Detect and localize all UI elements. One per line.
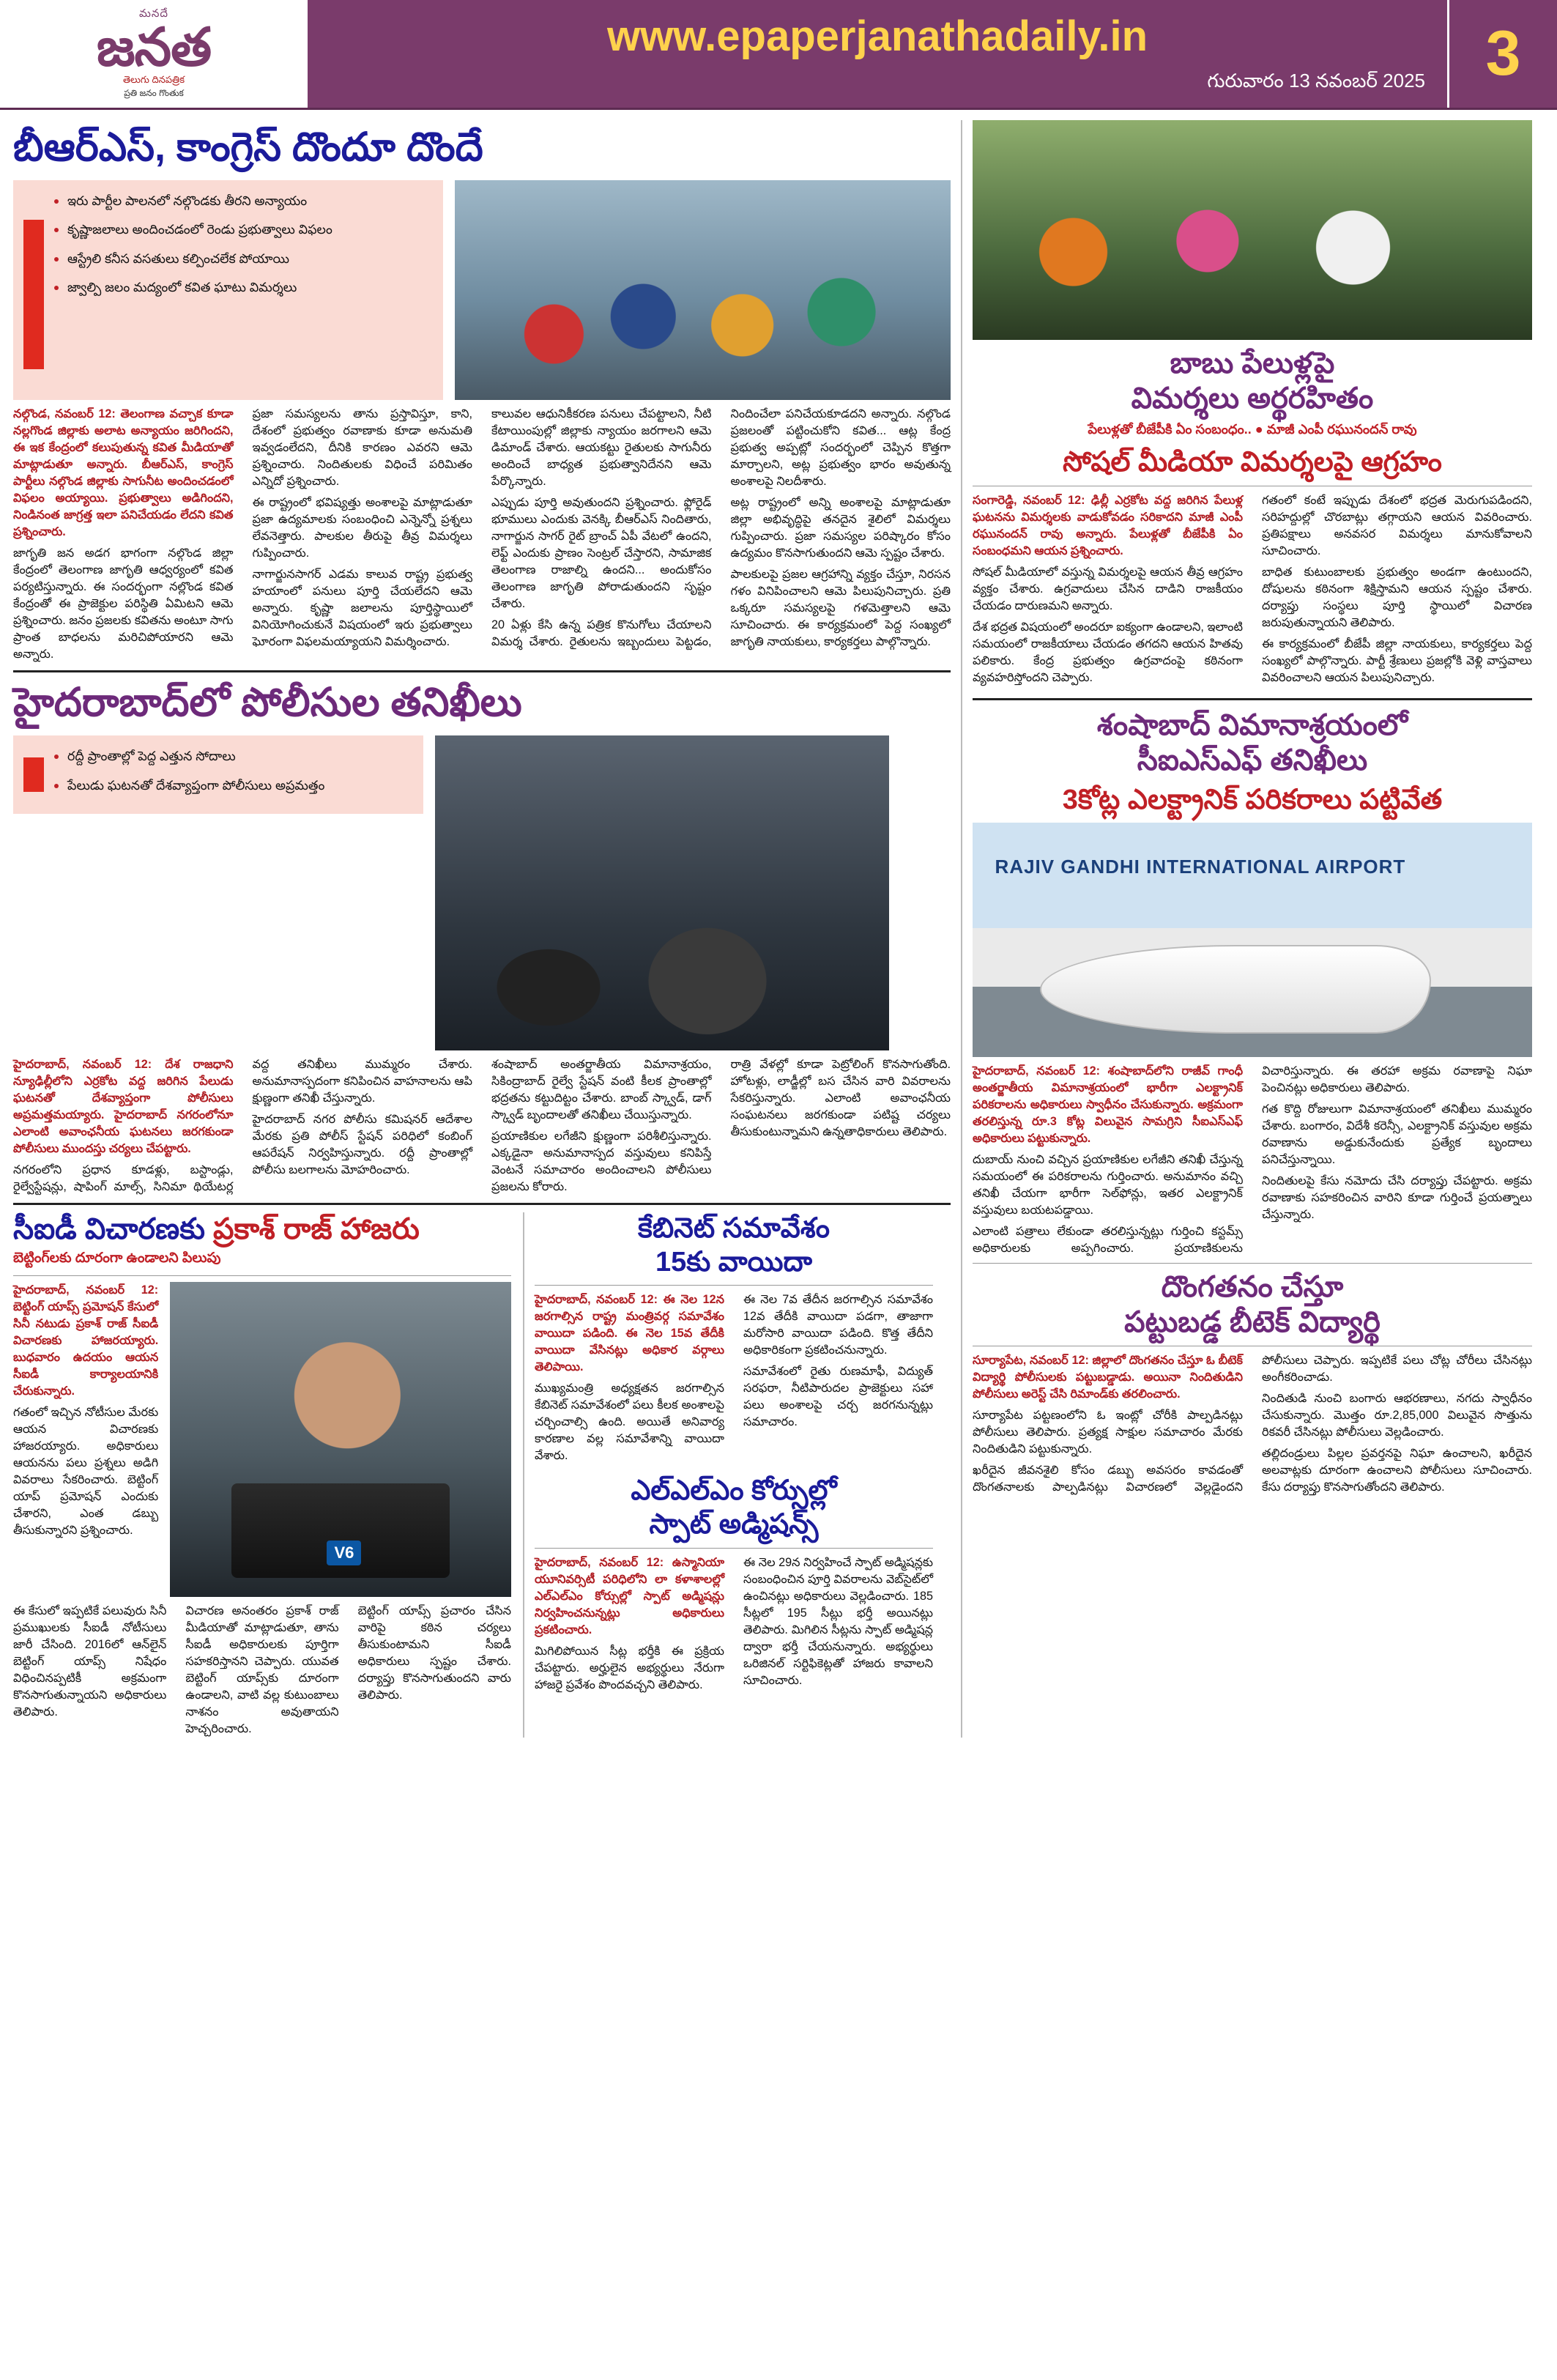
paragraph	[973, 492, 1243, 560]
paragraph: సూర్యాపేట పట్టణంలోని ఓ ఇంట్లో చోరీకి పాల్పడినట్లు పోలీసులు తెలిపారు. ప్రత్యక్ష సాక్షుల సమాచారం మేరకు నిందితుడిని పట్టుకున్నారు.	[973, 1409, 1243, 1456]
page-number-text: 3	[1485, 18, 1521, 89]
dateline: హైదరాబాద్, నవంబర్ 12: బెట్టింగ్ యాప్స్ ప్రమోషన్ కేసులో సినీ నటుడు ప్రకాశ్ రాజ్ సీఐడీ విచారణకు హాజరయ్యారు. బుధవారం ఉదయం ఆయన సీఐడీ కార్యాలయానికి చేరుకున్నారు.	[13, 1283, 159, 1398]
logo-tagline: తెలుగు దినపత్రిక	[122, 74, 185, 86]
paragraph: తల్లిదండ్రులు పిల్లల ప్రవర్తనపై నిఘా ఉంచాలని, ఖరీదైన అలవాట్లకు దూరంగా ఉంచాలని పోలీసులు సూచించారు. కేసు దర్యాప్తు కొనసాగుతోందని తెలిపారు.	[1262, 1447, 1532, 1494]
paragraph	[973, 1063, 1243, 1147]
airport-headline-2: సీఐఎస్ఎఫ్ తనిఖీలు	[1137, 744, 1368, 776]
rally-story	[973, 120, 1532, 691]
paragraph: ఈ నెల 7వ తేదీన జరగాల్సిన సమావేశం 12వ తేదీకి వాయిదా పడగా, తాజాగా మరోసారి వాయిదా పడింది. కొత్త తేదీని అధికారికంగా ప్రకటించనున్నారు.	[743, 1293, 933, 1357]
masthead-center	[308, 0, 1447, 108]
prakash-text-left	[13, 1282, 158, 1597]
airport-headline-1: శంషాబాద్ విమానాశ్రయంలో	[1096, 708, 1408, 741]
theft-headline-1: దొంగతనం చేస్తూ	[1161, 1271, 1344, 1304]
paragraph: జాగృతి జన అడగ భాగంగా నల్గొండ జిల్లా కేంద్రంలో తెలంగాణ జాగృతి ఆధ్వర్యంలో కవిత పర్యటిస్తున్నారు. ఈ సందర్భంగా నల్లొండ కవిత కేంద్రంతో ఈ ప్రాజెక్టుల పరిస్థితి ఏమిటని ఆమె ప్రశ్నించారు. జనం ప్రజలకు కవితను అంటూ సాగు ప్రాంత బాధలను మరిచిపోయారని ఆమె అన్నారు.	[13, 546, 234, 661]
right-column	[961, 120, 1532, 1738]
cabinet-headline-1: కేబినెట్ సమావేశం	[638, 1213, 830, 1245]
paragraph: బెట్టింగ్ యాప్స్ ప్రచారం చేసిన వారిపై కఠిన చర్యలు తీసుకుంటామని సీఐడీ అధికారులు స్పష్టం చేశారు. దర్యాప్తు కొనసాగుతుందని వారు తెలిపారు.	[357, 1604, 511, 1702]
llm-headline-1: ఎల్ఎల్ఎం కోర్సుల్లో	[631, 1475, 837, 1507]
theft-headline-2: పట్టుబడ్డ బీటెక్ విద్యార్థి	[1124, 1306, 1381, 1339]
red-accent-bar	[23, 757, 44, 792]
paragraph: గత కొద్ది రోజులుగా విమానాశ్రయంలో తనిఖీలు ముమ్మరం చేశారు. బంగారం, విదేశీ కరెన్సీ, ఎలక్ట్రానిక్ వస్తువుల అక్రమ రవాణాను అడ్డుకునేందుకు ప్రత్యేక బృందాలు పనిచేస్తున్నాయి.	[1262, 1102, 1532, 1167]
prakash-headline	[13, 1212, 511, 1246]
section-divider	[973, 1263, 1532, 1264]
paragraph	[13, 1282, 158, 1400]
prakash-headline-part1: సీఐడీ విచారణకు	[13, 1213, 205, 1246]
lead-story	[13, 125, 951, 663]
section-divider	[13, 1203, 951, 1205]
paragraph: నగరంలోని ప్రధాన కూడళ్లు, బస్టాండ్లు, రైల్వేస్టేషన్లు, షాపింగ్ మాల్స్, సినిమా థియేటర్ల వద్ద తనిఖీలు ముమ్మరం చేశారు. అనుమానాస్పదంగా కనిపించిన వాహనాలను ఆపి క్షుణ్ణంగా తనిఖీ చేస్తున్నారు.	[13, 1058, 472, 1194]
airport-story	[973, 708, 1532, 1258]
paragraph	[535, 1291, 724, 1376]
paragraph: ఈ కేసులో ఇప్పటికే పలువురు సినీ ప్రముఖులకు సీఐడీ నోటీసులు జారీ చేసింది. 2016లో ఆన్‌లైన్ బెట్టింగ్ యాప్స్ నిషేధం విధించినప్పటికీ అక్రమంగా కొనసాగుతున్నాయని అధికారులు తెలిపారు.	[13, 1604, 167, 1719]
masthead-logo	[0, 0, 308, 108]
prakash-story-body	[13, 1603, 511, 1738]
section-divider	[973, 698, 1532, 700]
police-bullet-box	[13, 735, 423, 814]
llm-headline-2: స్పాట్ అడ్మిషన్స్	[649, 1508, 819, 1540]
paragraph: కాలువల ఆధునికీకరణ పనులు చేపట్టాలని, నీటి కేటాయింపుల్లో జిల్లాకు న్యాయం జరగాలని ఆమె డిమాండ్ చేశారు. ఆయకట్టు రైతులకు సాగునీరు అందించే బాధ్యత ప్రభుత్వానిదేనని ఆమె పేర్కొన్నారు.	[491, 407, 712, 489]
paragraph: ఈ రాష్ట్రంలో భవిష్యత్తు అంశాలపై మాట్లాడుతూ ప్రజా ఉద్యమాలకు సంబంధించి ఎన్నెన్నో ప్రశ్నలు లేవనెత్తారు. పాలకుల తీరుపై తీవ్ర విమర్శలు గుప్పించారు.	[252, 496, 472, 560]
paragraph: ఈ కార్యక్రమంలో బీజేపీ జిల్లా నాయకులు, కార్యకర్తలు పెద్ద సంఖ్యలో పాల్గొన్నారు. పార్టీ శ్రేణులు ప్రజల్లోకి వెళ్లి వాస్తవాలు వివరించాలని ఆయన పిలుపునిచ్చారు.	[1262, 637, 1532, 684]
paragraph: ముఖ్యమంత్రి అధ్యక్షతన జరగాల్సిన కేబినెట్ సమావేశంలో పలు కీలక అంశాలపై చర్చించాల్సి ఉంది. అయితే అనివార్య కారణాల వల్ల సమావేశాన్ని వాయిదా వేశారు.	[535, 1382, 724, 1463]
bullet-item: • కృష్ణాజలాలు అందించడంలో రెండు ప్రభుత్వాలు విఫలం	[67, 219, 431, 239]
page-content	[0, 110, 1557, 1752]
left-column	[13, 120, 951, 1738]
rally-redline: సోషల్ మీడియా విమర్శలపై ఆగ్రహం	[1063, 447, 1442, 478]
cabinet-story-body	[535, 1291, 933, 1464]
rally-kicker: పేలుళ్లతో బీజేపీకి ఏం సంబంధం.. ● మాజీ ఎంపీ రఘునందన్ రావు	[1088, 422, 1417, 437]
paragraph: 20 ఏళ్లు కేసి ఉన్న పత్రిక కొనుగోలు చేయాలని విమర్శ చేశారు. రైతులను ఇబ్బందులు పెట్టడం, నిందించేలా పనిచేయకూడదని అన్నారు. నల్గొండ ప్రజలంతో పట్టించుకోని కవిత... ఆట్ల కేంద్ర ప్రభుత్వ అప్పట్లో సందర్భంలో చెప్పిన కొత్తగా మార్చాలని, అట్ల ప్రభుత్వం భారం అవుతున్న అంశాలపై నిలదీశారు.	[491, 407, 951, 649]
airplane-shape	[1040, 945, 1432, 1034]
logo-tagline-2: ప్రతి జనం గొంతుక	[124, 88, 184, 99]
cabinet-headline-2: 15కు వాయిదా	[655, 1246, 813, 1278]
lead-bullet-list	[51, 190, 431, 390]
lead-story-body	[13, 406, 951, 663]
v6-channel-logo: V6	[327, 1541, 361, 1565]
theft-story-body	[973, 1352, 1532, 1498]
paragraph	[535, 1554, 724, 1639]
rally-headline-2: విమర్శలు అర్థరహితం	[1131, 382, 1374, 415]
dateline: సూర్యాపేట, నవంబర్ 12: జిల్లాలో దొంగతనం చేస్తూ ఓ బీటెక్ విద్యార్థి పోలీసులకు పట్టుబడ్డాడు. అయినా నిందితుడిని పోలీసులు అరెస్ట్ చేసి రిమాండ్‌కు తరలించారు.	[973, 1354, 1243, 1401]
paragraph: దుబాయ్ నుంచి వచ్చిన ప్రయాణికుల లగేజీని తనిఖీ చేస్తున్న సమయంలో ఈ పరికరాలను గుర్తించారు. అనుమానం వచ్చి తనిఖీ చేయగా భారీగా సెల్‌ఫోన్లు, ఇతర ఎలక్ట్రానిక్ వస్తువులు బయటపడ్డాయి.	[973, 1153, 1243, 1217]
rally-photo	[973, 120, 1532, 340]
lead-bullet-box	[13, 180, 443, 400]
paragraph: హైదరాబాద్ నగర పోలీసు కమిషనర్ ఆదేశాల మేరకు ప్రతి పోలీస్ స్టేషన్ పరిధిలో కంబింగ్ ఆపరేషన్ నిర్వహిస్తున్నారు. రద్దీ ప్రాంతాల్లో పోలీసు బలగాలను మోహరించారు.	[252, 1113, 472, 1177]
red-accent-bar	[23, 220, 44, 369]
prakash-row	[13, 1282, 511, 1597]
airport-story-body	[973, 1063, 1532, 1257]
paragraph: ప్రజా సమస్యలను తాను ప్రస్తావిస్తూ, కాని, దేశంలో ప్రభుత్వం రవాణాకు కూడా అనుమతి ఇవ్వడంలేదని, దీనికి కారణం ఎవరని ఆమె ప్రశ్నించారు. నిందితులకు విధించే పరిమితం ఎన్నిదో ప్రశ్నించారు.	[252, 407, 472, 489]
bullet-item: • ఆస్ట్రేలి కనీస వసతులు కల్పించలేక పోయాయి	[67, 248, 431, 268]
paragraph: నిందితులపై కేసు నమోదు చేసి దర్యాప్తు చేపట్టారు. అక్రమ రవాణాకు సహకరించిన వారిని కూడా గుర్తించే ప్రయత్నాలు చేస్తున్నారు.	[1262, 1174, 1532, 1222]
paragraph: అట్ల రాష్ట్రంలో అన్ని అంశాలపై మాట్లాడుతూ జిల్లా అభివృద్ధిపై తనదైన శైలిలో విమర్శలు గుప్పించారు. ప్రజా సమస్యల పరిష్కారం కోసం ఉద్యమం కొనసాగుతుందని ఆమె స్పష్టం చేశారు.	[730, 496, 951, 560]
paragraph: నిందితుడి నుంచి బంగారు ఆభరణాలు, నగదు స్వాధీనం చేసుకున్నారు. మొత్తం రూ.2,85,000 విలువైన సొత్తును రికవరీ చేసినట్లు పోలీసులు వెల్లడించారు.	[1262, 1392, 1532, 1439]
paragraph: పాలకులపై ప్రజల ఆగ్రహాన్ని వ్యక్తం చేస్తూ, నిరసన గళం వినిపించాలని ఆమె పిలుపునిచ్చారు. ప్రతి ఒక్కరూ సమస్యలపై గళమెత్తాలని ఆమె సూచించారు. ఈ కార్యక్రమంలో పెద్ద సంఖ్యలో జాగృతి నాయకులు, కార్యకర్తలు పాల్గొన్నారు.	[730, 568, 951, 649]
paragraph	[13, 406, 234, 541]
police-headline: హైదరాబాద్‌లో పోలీసుల తనిఖీలు	[13, 681, 522, 725]
lead-headline: బీఆర్ఎస్, కాంగ్రెస్ దొందూ దొందే	[13, 125, 483, 169]
dateline: సంగారెడ్డి, నవంబర్ 12: ఢిల్లీ ఎర్రకోట వద్ద జరిగిన పేలుళ్ల ఘటనను విమర్శలకు వాడుకోవడం సరికాదని మాజీ ఎంపీ రఘునందన్ రావు అన్నారు. పేలుళ్లతో బీజేపీకి ఏం సంబంధమని ఆయన ప్రశ్నించారు.	[973, 493, 1243, 557]
rally-headline-1: బాబు పేలుళ్లపై	[1170, 347, 1335, 379]
paragraph: గతంలో కంటే ఇప్పుడు దేశంలో భద్రత మెరుగుపడిందని, సరిహద్దుల్లో చొరబాట్లు తగ్గాయని ఆయన వివరించారు. ప్రతిపక్షాలు అనవసర విమర్శలు మానుకోవాలని సూచించారు.	[1262, 493, 1532, 557]
police-checks-story	[13, 680, 951, 1195]
paragraph: ప్రయాణికుల లగేజీని క్షుణ్ణంగా పరిశీలిస్తున్నారు. ఎక్కడైనా అనుమానాస్పద వస్తువులు కనిపిస్తే వెంటనే సమాచారం అందించాలని పోలీసులు ప్రజలను కోరారు.	[491, 1130, 712, 1194]
logo-main-text: జనత	[96, 18, 212, 77]
llm-story-body	[535, 1554, 933, 1696]
paragraph: దేశ భద్రత విషయంలో అందరూ ఐక్యంగా ఉండాలని, ఇలాంటి సమయంలో రాజకీయాలు చేయడం తగదని ఆయన హితవు పలికారు. కేంద్ర ప్రభుత్వం ఉగ్రవాదంపై కఠినంగా వ్యవహరిస్తోందని చెప్పారు.	[973, 620, 1243, 684]
paragraph: రాత్రి వేళల్లో కూడా పెట్రోలింగ్ కొనసాగుతోంది. హోటళ్లు, లాడ్జీల్లో బస చేసిన వారి వివరాలను సేకరిస్తున్నారు. ఎలాంటి అవాంఛనీయ సంఘటనలు జరగకుండా పటిష్ట చర్యలు తీసుకుంటున్నామని ఉన్నతాధికారులు తెలిపారు.	[730, 1058, 951, 1139]
airport-sign-text: RAJIV GANDHI INTERNATIONAL AIRPORT	[995, 855, 1406, 878]
rally-story-body	[973, 492, 1532, 691]
dateline: హైదరాబాద్, నవంబర్ 12: ఈ నెల 12న జరగాల్సిన రాష్ట్ర మంత్రివర్గ సమావేశం వాయిదా పడింది. ఈ నెల 15వ తేదీకి వాయిదా వేసినట్లు అధికార వర్గాలు తెలిపాయి.	[535, 1293, 724, 1374]
paragraph: మిగిలిపోయిన సీట్ల భర్తీకి ఈ ప్రక్రియ చేపట్టారు. అర్హులైన అభ్యర్థులు నేరుగా హాజరై ప్రవేశం పొందవచ్చని తెలిపారు.	[535, 1644, 724, 1691]
bullet-item: • జ్వాల్పి జలం మద్యంలో కవిత ఘాటు విమర్శలు	[67, 277, 431, 297]
section-divider	[13, 670, 951, 672]
paragraph: ఎలాంటి పత్రాలు లేకుండా తరలిస్తున్నట్లు గుర్తించి కస్టమ్స్ అధికారులకు అప్పగించారు. ప్రయాణికులను విచారిస్తున్నారు. ఈ తరహా అక్రమ రవాణాపై నిఘా పెంచినట్లు అధికారులు తెలిపారు.	[973, 1064, 1532, 1256]
bullet-item: • రద్దీ ప్రాంతాల్లో పెద్ద ఎత్తున సోదాలు	[67, 746, 412, 765]
page-number	[1447, 0, 1557, 108]
paragraph: ఈ నెల 29న నిర్వహించే స్పాట్ అడ్మిషన్లకు సంబంధించిన పూర్తి వివరాలను వెబ్‌సైట్‌లో ఉంచినట్లు అధికారులు వెల్లడించారు. 185 సీట్లలో 195 సీట్లు భర్తీ అయినట్లు తెలిపారు. మిగిలిన సీట్లను స్పాట్ అడ్మిషన్ల ద్వారా భర్తీ చేయనున్నారు. అభ్యర్థులు ఒరిజినల్ సర్టిఫికెట్లతో హాజరు కావాలని సూచించారు.	[743, 1555, 933, 1687]
police-photo	[435, 735, 889, 1050]
cabinet-story	[523, 1212, 933, 1738]
police-story-body	[13, 1056, 951, 1195]
paragraph: ఖరీదైన జీవనశైలి కోసం డబ్బు అవసరం కావడంతో దొంగతనాలకు పాల్పడినట్లు విచారణలో వెల్లడైందని పోలీసులు చెప్పారు. ఇప్పటికే పలు చోట్ల చోరీలు చేసినట్లు అంగీకరించాడు.	[973, 1354, 1532, 1494]
police-bullet-list	[51, 746, 412, 804]
bullet-item: • పేలుడు ఘటనతో దేశవ్యాప్తంగా పోలీసులు అప్రమత్తం	[67, 775, 412, 795]
paragraph: గతంలో ఇచ్చిన నోటీసుల మేరకు ఆయన విచారణకు హాజరయ్యారు. అధికారులు ఆయనను పలు ప్రశ్నలు అడిగి వివరాలు సేకరించారు. బెట్టింగ్ యాప్ ప్రమోషన్ ఎందుకు చేశారని, ఎంత డబ్బు తీసుకున్నారని ప్రశ్నించారు.	[13, 1406, 159, 1538]
bullet-item: • ఇరు పార్టీల పాలనలో నల్గొండకు తీరని అన్యాయం	[67, 190, 431, 210]
dateline: నల్గొండ, నవంబర్ 12: తెలంగాణ వచ్చాక కూడా నల్లగొండ జిల్లాకు అలాట అన్యాయం జరిగిందని, ఈ ఇక కేంద్రంలో కలుపుతున్న కవిత మీడియాతో మాట్లాడుతూ అన్నారు. బీఆర్ఎస్, కాంగ్రెస్ పార్టీలు నల్గొండ జిల్లాకు సాగునీట అందించడంలో విఫలం అయ్యాయి. ప్రభుత్వాలు అడిగిందని, నిండినంత జాగ్రత్త ఇలా పనిచేయడం లేదని కవిత ప్రశ్నించారు.	[13, 407, 234, 539]
paragraph: ఎప్పుడు పూర్తి అవుతుందని ప్రశ్నించారు. ఫ్లోరైడ్ భూములు ఎందుకు వెనక్కి బీఆర్ఎస్ నిందితారు, నాగార్జున సాగర్ రైట్ బ్రాంచ్ ఏపీ వేటలో ఉందని, లెఫ్ట్ ఎందుకు ప్రాణం సెంట్రల్ చేస్తారని, సామాజిక తెలంగాణ రాజాల్ని ఉందని... అందుకోసం తెలంగాణ జాగృతి పోరాడుతుందని సృష్టం చేశారు.	[491, 496, 712, 611]
airport-redline: 3కోట్ల ఎలక్ట్రానిక్ పరికరాలు పట్టివేత	[1062, 784, 1443, 815]
paragraph: సమావేశంలో రైతు రుణమాఫీ, విద్యుత్ సరఫరా, నీటిపారుదల ప్రాజెక్టులు సహా పలు అంశాలపై చర్చ జరగనున్నట్లు సమాచారం.	[743, 1365, 933, 1429]
bottom-row	[13, 1212, 951, 1738]
lead-story-photo	[455, 180, 951, 400]
dateline: హైదరాబాద్, నవంబర్ 12: దేశ రాజధాని న్యూఢిల్లీలోని ఎర్రకోట వద్ద జరిగిన పేలుడు ఘటనతో దేశవ్యాప్తంగా పోలీసులు అప్రమత్తమయ్యారు. హైదరాబాద్ నగరంలోనూ ఎలాంటి అవాంఛనీయ ఘటనలు జరగకుండా పోలీసులు ముందస్తు చర్యలు చేపట్టారు.	[13, 1058, 234, 1156]
lead-top-row	[13, 180, 951, 400]
paragraph: బాధిత కుటుంబాలకు ప్రభుత్వం అండగా ఉంటుందని, దోషులను కఠినంగా శిక్షిస్తామని ఆయన స్పష్టం చేశారు. దర్యాప్తు సంస్థలు పూర్తి స్థాయిలో విచారణ జరుపుతున్నాయని తెలిపారు.	[1262, 565, 1532, 629]
masthead	[0, 0, 1557, 110]
police-top-row	[13, 735, 951, 1050]
dateline: హైదరాబాద్, నవంబర్ 12: ఉస్మానియా యూనివర్సిటీ పరిధిలోని లా కళాశాలల్లో ఎల్ఎల్ఎం కోర్సుల్లో స్పాట్ అడ్మిషన్లు నిర్వహించనున్నట్లు అధికారులు ప్రకటించారు.	[535, 1555, 724, 1636]
prakash-raj-story	[13, 1212, 511, 1738]
prakash-headline-part2: ప్రకాశ్ రాజ్ హాజరు	[213, 1213, 420, 1246]
theft-story	[973, 1269, 1532, 1498]
paragraph	[13, 1056, 234, 1157]
paragraph: సోషల్ మీడియాలో వస్తున్న విమర్శలపై ఆయన తీవ్ర ఆగ్రహం వ్యక్తం చేశారు. ఉగ్రవాదులు చేసిన దాడిని రాజకీయం చేయడం దారుణమని అన్నారు.	[973, 565, 1243, 612]
dateline: హైదరాబాద్, నవంబర్ 12: శంషాబాద్‌లోని రాజీవ్ గాంధీ అంతర్జాతీయ విమానాశ్రయంలో భారీగా ఎలక్ట్రానిక్ పరికరాలను అధికారులు స్వాధీనం చేసుకున్నారు. అక్రమంగా తరలిస్తున్న రూ.3 కోట్ల విలువైన సామగ్రిని సీఐఎస్ఎఫ్ అధికారులు పట్టుకున్నారు.	[973, 1064, 1243, 1146]
paragraph: విచారణ అనంతరం ప్రకాశ్ రాజ్ మీడియాతో మాట్లాడుతూ, తాను సీఐడీ అధికారులకు పూర్తిగా సహకరిస్తానని చెప్పారు. యువత బెట్టింగ్ యాప్స్‌కు దూరంగా ఉండాలని, వాటి వల్ల కుటుంబాలు నాశనం అవుతాయని హెచ్చరించారు.	[185, 1604, 339, 1736]
site-url-link[interactable]: www.epaperjanathadaily.in	[606, 12, 1148, 60]
paragraph: నాగార్జునసాగర్ ఎడమ కాలువ రాష్ట్ర ప్రభుత్వ హయాంలో పనులు పూర్తి చేయలేదని ఆమె అన్నారు. కృష్ణా జలాలను పూర్తిస్థాయిలో వినియోగించుకునే విషయంలో ఇరు ప్రభుత్వాలు ఘోరంగా విఫలమయ్యాయని విమర్శించారు.	[252, 568, 472, 649]
publication-date: గురువారం 13 నవంబర్ 2025	[1207, 69, 1425, 92]
logo-small-text: మనదే	[139, 7, 168, 20]
prakash-photo	[170, 1282, 511, 1597]
airport-photo	[973, 823, 1532, 1057]
paragraph: శంషాబాద్ అంతర్జాతీయ విమానాశ్రయం, సికింద్రాబాద్ రైల్వే స్టేషన్ వంటి కీలక ప్రాంతాల్లో భద్రతను కట్టుదిట్టం చేశారు. బాంబ్ స్క్వాడ్, డాగ్ స్క్వాడ్ బృందాలతో తనిఖీలు చేయిస్తున్నారు.	[491, 1058, 712, 1122]
paragraph	[973, 1352, 1243, 1403]
prakash-subline: బెట్టింగ్‌లకు దూరంగా ఉండాలని పిలుపు	[13, 1250, 221, 1267]
